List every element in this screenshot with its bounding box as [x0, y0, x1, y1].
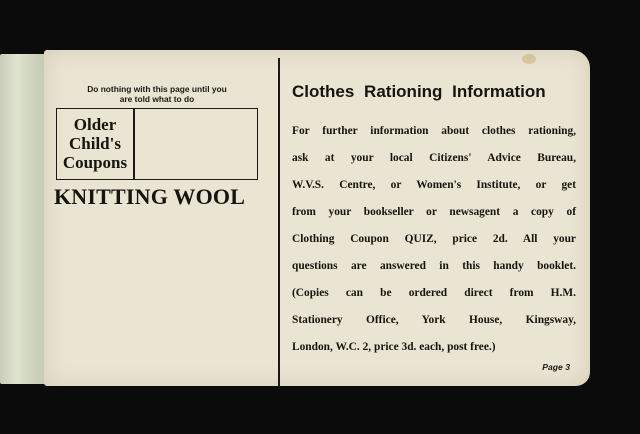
- knitting-wool-heading: KNITTING WOOL: [54, 184, 246, 209]
- coupon-label-line-2: Child's: [69, 134, 121, 153]
- info-line: Stationery Office, York House, Kingsway,: [292, 314, 576, 326]
- coupon-box: [56, 108, 258, 180]
- page-divider: [278, 58, 280, 386]
- right-panel: [288, 50, 580, 386]
- info-line: questions are answered in this handy booklet.: [292, 260, 576, 272]
- info-line: W.V.S. Centre, or Women's Institute, or get: [292, 179, 576, 191]
- booklet-page: [44, 50, 590, 386]
- coupon-label-line-3: Coupons: [62, 153, 128, 172]
- instruction-notice: [72, 84, 242, 104]
- notice-line-1: Do nothing with this page until you: [87, 84, 227, 94]
- coupon-label: [59, 115, 131, 172]
- info-line: ask at your local Citizens' Advice Bureau,: [292, 152, 576, 164]
- coupon-box-divider: [133, 109, 135, 179]
- notice-line-2: are told what to do: [119, 94, 195, 104]
- coupon-label-line-1: Older: [73, 115, 117, 134]
- page-number: Page 3: [542, 362, 570, 372]
- info-line: (Copies can be ordered direct from H.M.: [292, 287, 576, 299]
- info-line: For further information about clothes rationing,: [292, 125, 576, 137]
- info-line: Clothing Coupon QUIZ, price 2d. All your: [292, 233, 576, 245]
- info-line: from your bookseller or newsagent a copy of: [292, 206, 576, 218]
- info-body: [292, 118, 576, 361]
- info-line: London, W.C. 2, price 3d. each, post free.): [292, 341, 496, 353]
- info-title: Clothes Rationing Information: [292, 82, 546, 101]
- left-panel: [44, 50, 278, 386]
